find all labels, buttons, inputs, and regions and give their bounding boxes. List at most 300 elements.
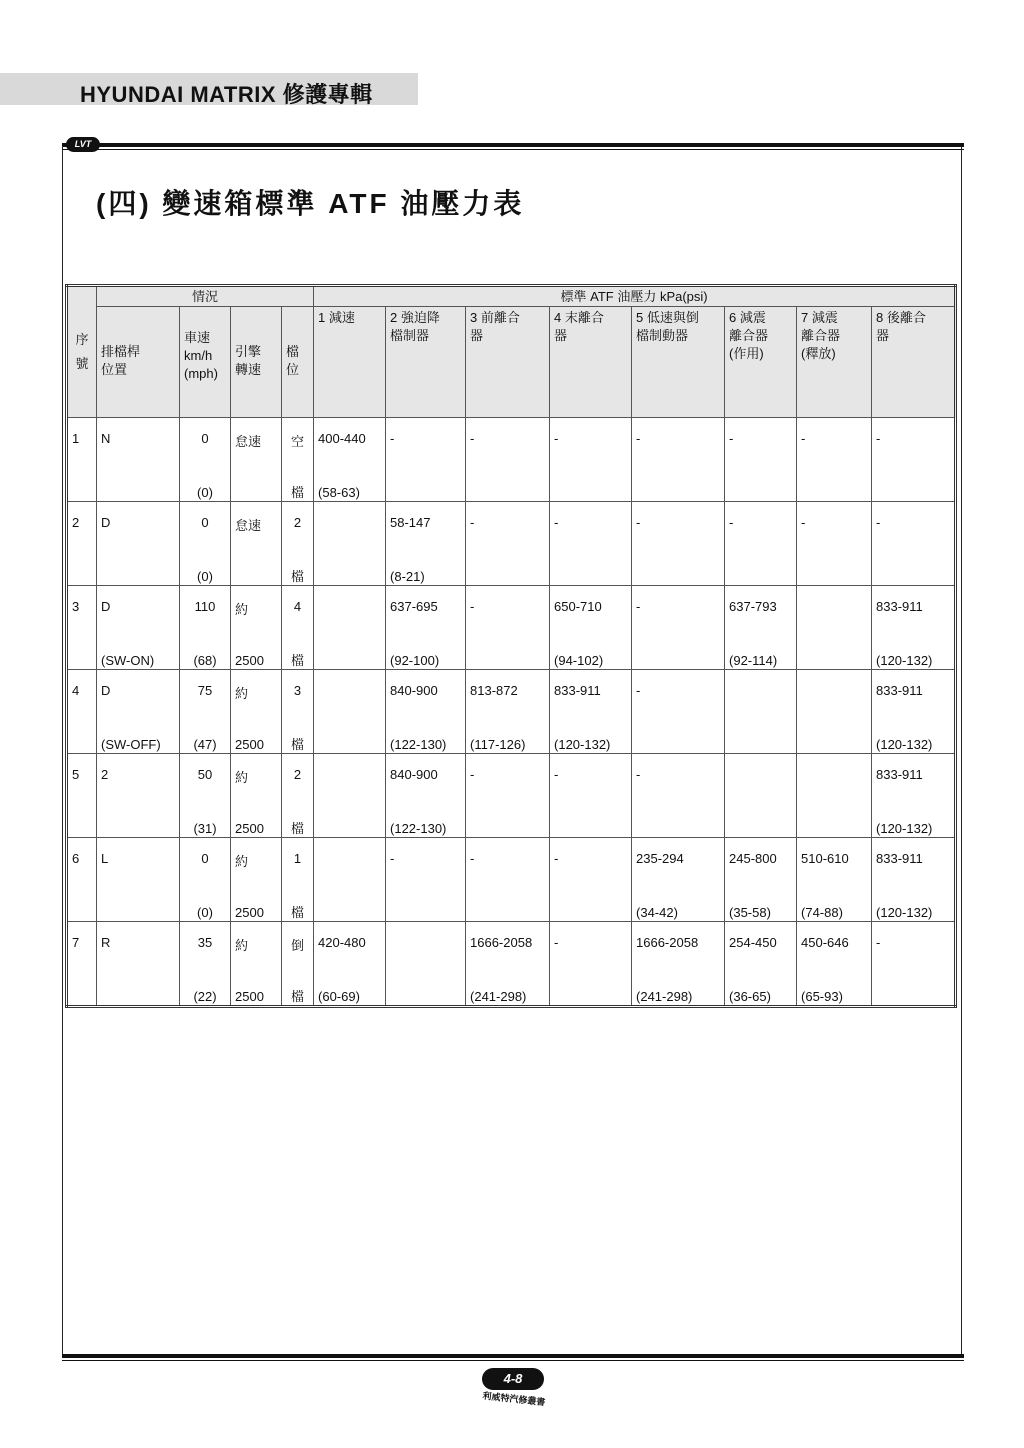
table-row (67, 922, 956, 1007)
seq-header (67, 286, 97, 418)
speed-cell (180, 754, 231, 838)
speed-cell (180, 502, 231, 586)
p6-value-secondary (729, 485, 792, 501)
p1-value-secondary (318, 905, 381, 921)
seq-cell (67, 754, 97, 838)
p7-value-secondary (801, 653, 867, 669)
p3-value-secondary (470, 905, 545, 921)
rpm-value-secondary: 2500 (235, 653, 264, 668)
gear-value: 2 (293, 515, 302, 530)
gear-cell (282, 922, 314, 1007)
p4-value: - (554, 431, 559, 446)
speed-cell (180, 670, 231, 754)
lever-value: D (101, 683, 111, 698)
p1-value: 420-480 (318, 935, 366, 950)
lever-cell (97, 502, 180, 586)
lever-value-secondary (101, 821, 175, 837)
p7-value: 510-610 (801, 851, 849, 866)
p8-value-secondary (876, 569, 950, 585)
p1-header (314, 307, 386, 418)
lever-value-secondary (101, 989, 175, 1005)
condition-group-header: 情況 (97, 286, 314, 307)
p3-value-secondary (470, 653, 545, 669)
seq-cell (67, 670, 97, 754)
p6-cell (725, 502, 797, 586)
lever-value: R (101, 935, 111, 950)
p2-value-secondary (390, 905, 461, 921)
p6-value: - (729, 431, 734, 446)
p2-cell (386, 754, 466, 838)
table-row (67, 670, 956, 754)
p1-cell (314, 418, 386, 502)
p5-value: 235-294 (636, 851, 684, 866)
p3-value-secondary: (117-126) (470, 737, 526, 752)
p3-value: 1666-2058 (470, 935, 533, 950)
p4-value-secondary (554, 989, 627, 1005)
speed-value: 35 (197, 935, 213, 950)
p6-value: 637-793 (729, 599, 777, 614)
speed-cell (180, 586, 231, 670)
p5-cell (632, 670, 725, 754)
lever-cell (97, 922, 180, 1007)
p2-value: 840-900 (390, 767, 438, 782)
lever-cell (97, 754, 180, 838)
p7-value (801, 767, 867, 783)
lever-value-secondary: (SW-OFF) (101, 737, 161, 752)
p2-value (390, 935, 461, 951)
p8-cell (872, 418, 956, 502)
p4-value-secondary (554, 569, 627, 585)
p1-value (318, 767, 381, 783)
bottom-rule-thin (62, 1360, 964, 1361)
p7-cell (797, 754, 872, 838)
speed-value-secondary: (0) (197, 485, 213, 500)
rpm-cell (231, 838, 282, 922)
rpm-cell (231, 418, 282, 502)
seq-value: 1 (72, 431, 80, 446)
lever-header-label: 排檔桿位置 (101, 344, 141, 377)
lever-value-secondary: (SW-ON) (101, 653, 155, 668)
lever-cell (97, 670, 180, 754)
p2-cell (386, 922, 466, 1007)
p5-header (632, 307, 725, 418)
p4-header (550, 307, 632, 418)
p3-value: - (470, 599, 475, 614)
p4-value: - (554, 851, 559, 866)
p3-cell (466, 586, 550, 670)
p5-value: - (636, 431, 641, 446)
p1-value: 400-440 (318, 431, 366, 446)
gear-value-secondary: 檔 (291, 905, 305, 920)
rpm-value-secondary: 2500 (235, 905, 264, 920)
speed-value-secondary: (31) (193, 821, 217, 836)
p2-cell (386, 586, 466, 670)
p5-value: 1666-2058 (636, 935, 699, 950)
lever-value-secondary (101, 485, 175, 501)
p4-value: - (554, 935, 559, 950)
rpm-value-secondary (235, 569, 277, 585)
seq-cell (67, 838, 97, 922)
p1-value-secondary: (60-69) (318, 989, 360, 1004)
p6-value-secondary: (36-65) (729, 989, 771, 1004)
speed-value: 0 (201, 431, 209, 446)
rpm-value: 約 (235, 602, 249, 617)
p1-value-secondary (318, 737, 381, 753)
p5-value-secondary (636, 821, 720, 837)
p6-header (725, 307, 797, 418)
seq-value: 7 (72, 935, 80, 950)
p4-header-label: 4 末離合器 (554, 310, 604, 343)
p8-value-secondary: (120-132) (876, 821, 933, 836)
lever-value: N (101, 431, 111, 446)
p3-cell (466, 502, 550, 586)
p7-header (797, 307, 872, 418)
gear-value: 3 (293, 683, 302, 698)
p2-value: - (390, 431, 395, 446)
rpm-cell (231, 754, 282, 838)
gear-value: 2 (293, 767, 302, 782)
rpm-cell (231, 586, 282, 670)
p4-value-secondary: (120-132) (554, 737, 611, 752)
p3-value-secondary (470, 485, 545, 501)
p2-value-secondary: (122-130) (390, 737, 447, 752)
p1-cell (314, 586, 386, 670)
p8-cell (872, 754, 956, 838)
seq-cell (67, 922, 97, 1007)
rpm-cell (231, 922, 282, 1007)
p7-value (801, 599, 867, 615)
p6-value-secondary (729, 821, 792, 837)
p8-value: 833-911 (876, 767, 923, 782)
speed-header (180, 307, 231, 418)
p5-cell (632, 586, 725, 670)
p8-cell (872, 922, 956, 1007)
gear-value: 倒 (291, 938, 305, 953)
p5-value-secondary: (241-298) (636, 989, 693, 1004)
p6-header-label: 6 減震離合器(作用) (729, 310, 769, 361)
p8-value-secondary: (120-132) (876, 653, 933, 668)
seq-header-label: 序號 (75, 332, 89, 371)
p8-cell (872, 586, 956, 670)
p6-value (729, 767, 792, 783)
atf-pressure-table (65, 284, 957, 1008)
p6-value-secondary (729, 569, 792, 585)
p7-value: - (801, 515, 806, 530)
p3-cell (466, 418, 550, 502)
p8-header (872, 307, 956, 418)
p1-value (318, 851, 381, 867)
p6-value: 245-800 (729, 851, 777, 866)
p7-header-label: 7 減震離合器(釋放) (801, 310, 841, 361)
speed-value: 110 (194, 599, 216, 614)
p4-value-secondary (554, 905, 627, 921)
lever-value-secondary (101, 569, 175, 585)
p8-value-secondary (876, 989, 950, 1005)
p3-value: - (470, 515, 475, 530)
p6-value-secondary (729, 737, 792, 753)
speed-value-secondary: (22) (193, 989, 217, 1004)
p1-value-secondary: (58-63) (318, 485, 360, 500)
p2-value: - (390, 851, 395, 866)
seq-cell (67, 502, 97, 586)
p2-value: 840-900 (390, 683, 438, 698)
p1-cell (314, 922, 386, 1007)
speed-value: 0 (201, 515, 209, 530)
p4-value-secondary (554, 821, 627, 837)
p5-cell (632, 418, 725, 502)
rpm-value: 怠速 (235, 518, 262, 533)
p7-cell (797, 670, 872, 754)
rpm-value: 約 (235, 770, 249, 785)
rpm-value: 約 (235, 854, 249, 869)
p2-cell (386, 502, 466, 586)
p8-value: 833-911 (876, 599, 923, 614)
gear-value-secondary: 檔 (291, 821, 305, 836)
rpm-value-secondary: 2500 (235, 821, 264, 836)
p4-cell (550, 754, 632, 838)
p1-value (318, 683, 381, 699)
p5-value-secondary (636, 569, 720, 585)
p3-cell (466, 838, 550, 922)
lever-value-secondary (101, 905, 175, 921)
gear-value: 空 (291, 434, 305, 449)
rpm-value-secondary: 2500 (235, 737, 264, 752)
p4-cell (550, 838, 632, 922)
p4-cell (550, 502, 632, 586)
speed-cell (180, 418, 231, 502)
p5-value: - (636, 683, 641, 698)
speed-value-secondary: (0) (197, 905, 213, 920)
speed-cell (180, 838, 231, 922)
p8-header-label: 8 後離合器 (876, 310, 926, 343)
p6-value-secondary: (92-114) (729, 653, 778, 668)
seq-value: 6 (72, 851, 80, 866)
p3-cell (466, 922, 550, 1007)
rpm-header (231, 307, 282, 418)
p6-value: 254-450 (729, 935, 777, 950)
p2-header (386, 307, 466, 418)
p1-cell (314, 670, 386, 754)
p5-cell (632, 838, 725, 922)
p2-value-secondary (390, 485, 461, 501)
speed-header-label: 車速 km/h (mph) (184, 330, 218, 381)
p8-value: 833-911 (876, 851, 923, 866)
p2-cell (386, 838, 466, 922)
gear-cell (282, 586, 314, 670)
p4-cell (550, 418, 632, 502)
lever-value: D (101, 599, 111, 614)
p1-cell (314, 838, 386, 922)
seq-value: 3 (72, 599, 80, 614)
p4-value: - (554, 515, 559, 530)
atf-table-body (67, 418, 956, 1007)
p4-value: - (554, 767, 559, 782)
p1-value-secondary (318, 821, 381, 837)
page-number-badge: 4-8 (482, 1368, 544, 1390)
speed-value-secondary: (68) (193, 653, 217, 668)
p3-header-label: 3 前離合器 (470, 310, 520, 343)
table-row (67, 838, 956, 922)
p8-value: - (876, 515, 881, 530)
p6-cell (725, 838, 797, 922)
p6-value (729, 683, 792, 699)
gear-value-secondary: 檔 (291, 737, 305, 752)
p4-value: 650-710 (554, 599, 602, 614)
table-row (67, 418, 956, 502)
p1-cell (314, 502, 386, 586)
p3-cell (466, 670, 550, 754)
p3-value-secondary (470, 821, 545, 837)
gear-value-secondary: 檔 (291, 485, 305, 500)
p7-cell (797, 922, 872, 1007)
speed-value: 50 (197, 767, 213, 782)
p7-value-secondary (801, 737, 867, 753)
gear-cell (282, 754, 314, 838)
p3-header (466, 307, 550, 418)
rpm-cell (231, 670, 282, 754)
lever-value: 2 (101, 767, 109, 782)
gear-value: 1 (293, 851, 302, 866)
p7-value-secondary (801, 569, 867, 585)
p7-value: 450-646 (801, 935, 849, 950)
p6-cell (725, 922, 797, 1007)
gear-cell (282, 418, 314, 502)
p5-value-secondary (636, 485, 720, 501)
p3-value: 813-872 (470, 683, 518, 698)
p4-value: 833-911 (554, 683, 601, 698)
table-row (67, 502, 956, 586)
p5-cell (632, 754, 725, 838)
lever-cell (97, 838, 180, 922)
p7-cell (797, 502, 872, 586)
p5-cell (632, 502, 725, 586)
p5-value-secondary: (34-42) (636, 905, 678, 920)
p3-value: - (470, 767, 475, 782)
lever-value: D (101, 515, 111, 530)
rpm-value: 約 (235, 938, 249, 953)
p8-value-secondary (876, 485, 950, 501)
gear-cell (282, 502, 314, 586)
p8-value-secondary: (120-132) (876, 905, 933, 920)
publisher-logo: LVT (66, 137, 100, 152)
p3-value-secondary: (241-298) (470, 989, 527, 1004)
gear-header-label: 檔位 (286, 344, 300, 377)
p5-value-secondary (636, 653, 720, 669)
p8-value-secondary: (120-132) (876, 737, 933, 752)
table-row (67, 586, 956, 670)
p3-value: - (470, 431, 475, 446)
p4-value-secondary (554, 485, 627, 501)
p5-value: - (636, 599, 641, 614)
pressure-group-header: 標準 ATF 油壓力 kPa(psi) (314, 286, 956, 307)
seq-value: 2 (72, 515, 80, 530)
rpm-value: 約 (235, 686, 249, 701)
p3-value: - (470, 851, 475, 866)
p1-cell (314, 754, 386, 838)
p5-value: - (636, 767, 641, 782)
p6-cell (725, 586, 797, 670)
rpm-header-label: 引擎轉速 (235, 344, 262, 377)
p7-value-secondary (801, 485, 867, 501)
table-row (67, 754, 956, 838)
lever-cell (97, 418, 180, 502)
p2-cell (386, 418, 466, 502)
p8-value: - (876, 431, 881, 446)
gear-value-secondary: 檔 (291, 989, 305, 1004)
rpm-value-secondary (235, 485, 277, 501)
p1-value (318, 599, 381, 615)
p7-cell (797, 838, 872, 922)
p7-cell (797, 586, 872, 670)
p8-cell (872, 502, 956, 586)
p8-value: 833-911 (876, 683, 923, 698)
gear-value: 4 (293, 599, 302, 614)
p2-value-secondary: (122-130) (390, 821, 447, 836)
publisher-name: 利威特汽修叢書 (482, 1390, 546, 1408)
p1-header-label: 1 減速 (318, 310, 355, 325)
p6-cell (725, 670, 797, 754)
p5-header-label: 5 低速與倒檔制動器 (636, 310, 699, 343)
p7-value (801, 683, 867, 699)
seq-cell (67, 418, 97, 502)
seq-value: 4 (72, 683, 80, 698)
rpm-value: 怠速 (235, 434, 262, 449)
p6-value-secondary: (35-58) (729, 905, 771, 920)
p7-value-secondary (801, 821, 867, 837)
p7-cell (797, 418, 872, 502)
p6-cell (725, 754, 797, 838)
p6-value: - (729, 515, 734, 530)
speed-value: 0 (201, 851, 209, 866)
p6-cell (725, 418, 797, 502)
p5-value: - (636, 515, 641, 530)
seq-value: 5 (72, 767, 80, 782)
p1-value (318, 515, 381, 531)
p8-cell (872, 838, 956, 922)
p2-value-secondary (390, 989, 461, 1005)
document-header-title: HYUNDAI MATRIX 修護專輯 (80, 82, 373, 107)
p2-value: 58-147 (390, 515, 431, 530)
p4-value-secondary: (94-102) (554, 653, 604, 668)
p2-value: 637-695 (390, 599, 438, 614)
p7-value-secondary: (74-88) (801, 905, 843, 920)
lever-cell (97, 586, 180, 670)
p1-value-secondary (318, 653, 381, 669)
seq-cell (67, 586, 97, 670)
lever-value: L (101, 851, 109, 866)
rpm-cell (231, 502, 282, 586)
gear-cell (282, 670, 314, 754)
p4-cell (550, 586, 632, 670)
p5-value-secondary (636, 737, 720, 753)
p2-header-label: 2 強迫降檔制器 (390, 310, 440, 343)
p2-value-secondary: (8-21) (390, 569, 425, 584)
gear-cell (282, 838, 314, 922)
speed-value: 75 (197, 683, 213, 698)
p3-value-secondary (470, 569, 545, 585)
lever-header (97, 307, 180, 418)
p3-cell (466, 754, 550, 838)
speed-value-secondary: (0) (197, 569, 213, 584)
speed-value-secondary: (47) (193, 737, 217, 752)
p4-cell (550, 670, 632, 754)
p1-value-secondary (318, 569, 381, 585)
p7-value-secondary: (65-93) (801, 989, 843, 1004)
p4-cell (550, 922, 632, 1007)
bottom-rule (62, 1354, 964, 1358)
p5-cell (632, 922, 725, 1007)
rpm-value-secondary: 2500 (235, 989, 264, 1004)
